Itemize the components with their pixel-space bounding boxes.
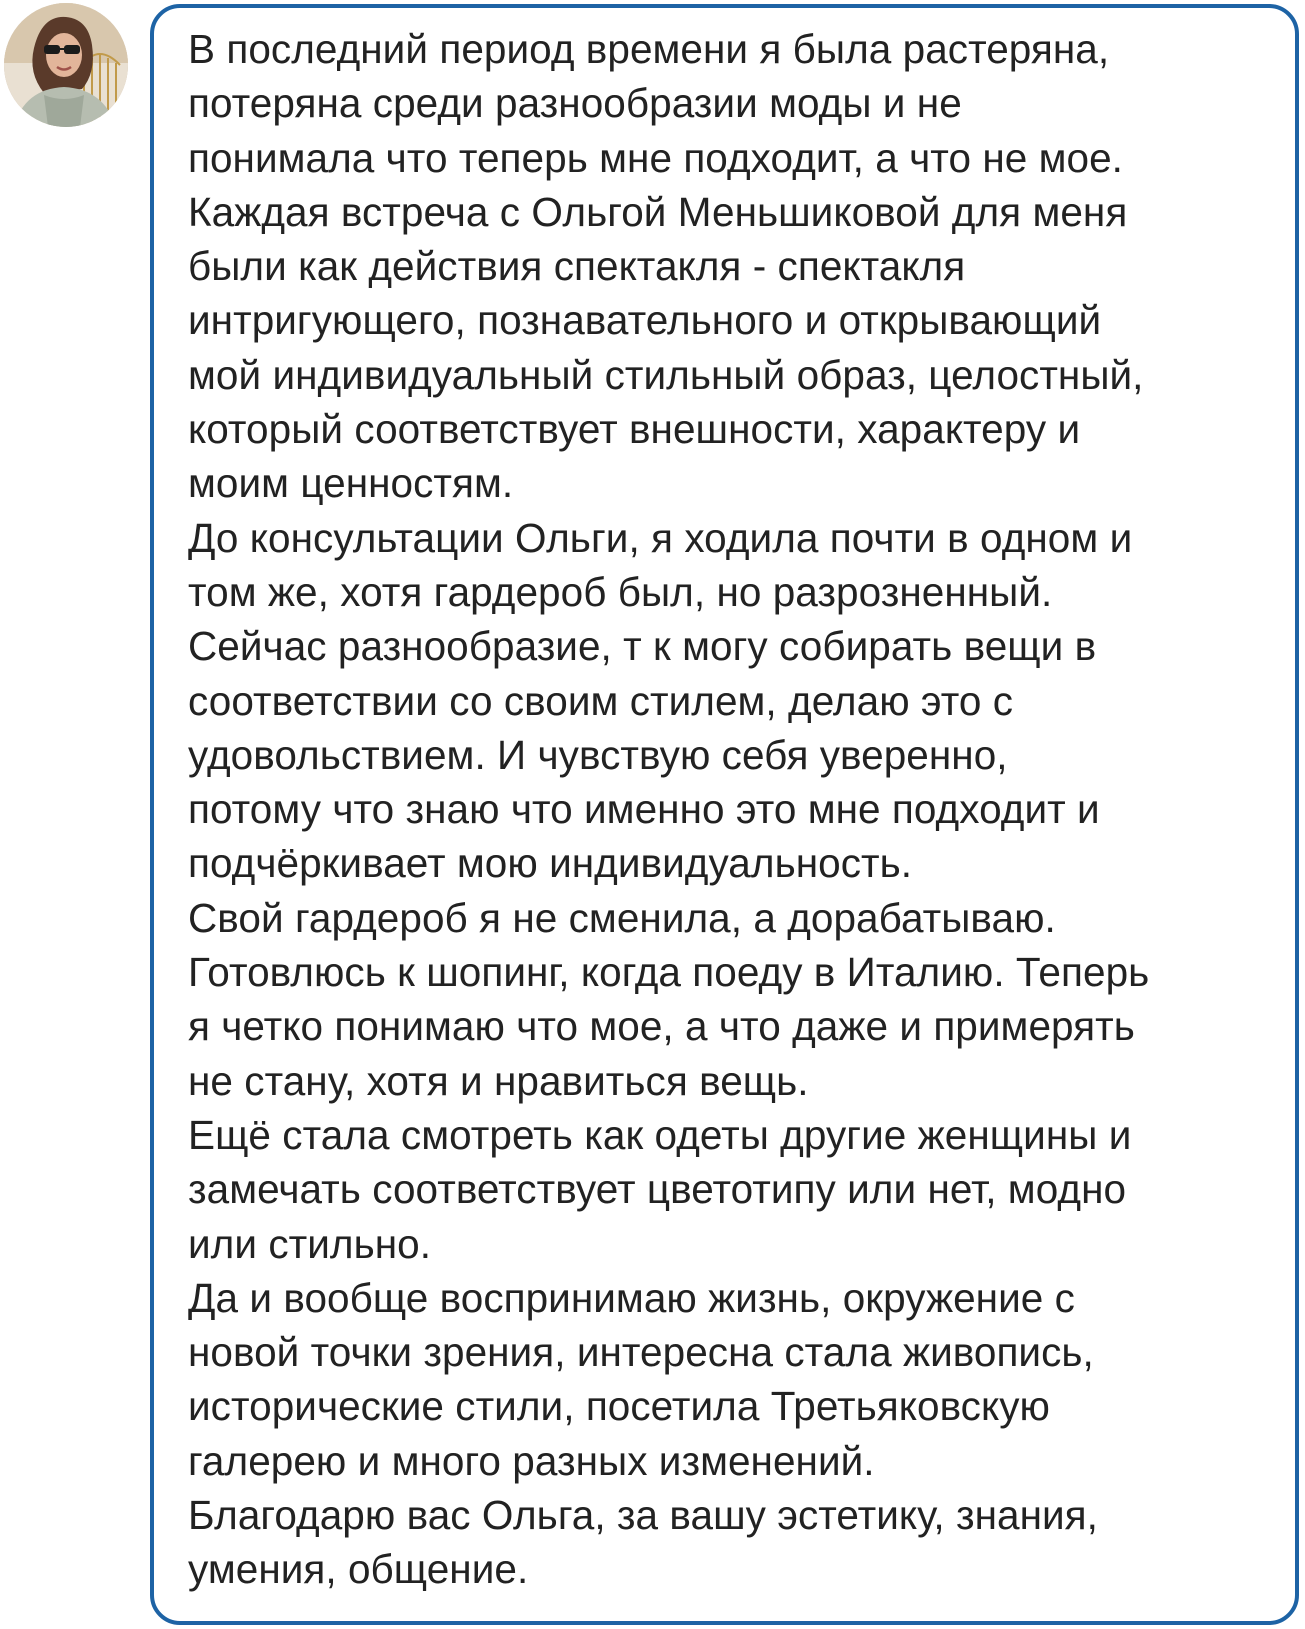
message-line: Сейчас разнообразие, т к могу собирать вещи в (188, 623, 1097, 670)
message-line: или стильно. (188, 1220, 432, 1267)
message-line: подчёркивает мою индивидуальность. (188, 840, 913, 887)
message-line: замечать соответствует цветотипу или нет, модно (188, 1166, 1127, 1213)
message-line: Готовлюсь к шопинг, когда поеду в Италию. Теперь (188, 949, 1150, 996)
message-line: Ещё стала смотреть как одеты другие женщины и (188, 1111, 1132, 1158)
message-line: Благодарю вас Ольга, за вашу эстетику, знания, (188, 1492, 1098, 1539)
message-line: не стану, хотя и нравиться вещь. (188, 1057, 809, 1104)
message-line: интригующего, познавательного и открывающий (188, 297, 1102, 344)
message-line: Да и вообще воспринимаю жизнь, окружение с (188, 1274, 1075, 1321)
message-line: Каждая встреча с Ольгой Меньшиковой для меня (188, 188, 1128, 235)
message-line: понимала что теперь мне подходит, а что не мое. (188, 134, 1123, 181)
message-line: удовольствием. И чувствую себя уверенно, (188, 731, 1008, 778)
avatar[interactable] (4, 3, 128, 127)
message-line: новой точки зрения, интересна стала живопись, (188, 1329, 1094, 1376)
avatar-photo-icon (4, 3, 128, 127)
message-bubble (150, 4, 1299, 1625)
message-line: я четко понимаю что мое, а что даже и примерять (188, 1003, 1135, 1050)
message-line: умения, общение. (188, 1546, 529, 1593)
message-line: том же, хотя гардероб был, но разрозненный. (188, 568, 1053, 615)
message-line: моим ценностям. (188, 460, 514, 507)
message-line: соответствии со своим стилем, делаю это с (188, 677, 1014, 724)
message-line: мой индивидуальный стильный образ, целостный, (188, 351, 1144, 398)
message-line: потеряна среди разнообразии моды и не (188, 80, 962, 127)
message-line: Свой гардероб я не сменила, а дорабатываю. (188, 894, 1056, 941)
message-line: галерею и много разных изменений. (188, 1437, 875, 1484)
message-line: были как действия спектакля - спектакля (188, 243, 966, 290)
message-text (188, 22, 1275, 1597)
message-line: До консультации Ольги, я ходила почти в одном и (188, 514, 1133, 561)
message-line: потому что знаю что именно это мне подходит и (188, 786, 1100, 833)
message-line: который соответствует внешности, характеру и (188, 406, 1081, 453)
message-line: исторические стили, посетила Третьяковскую (188, 1383, 1050, 1430)
message-line: В последний период времени я была растеряна, (188, 26, 1110, 72)
